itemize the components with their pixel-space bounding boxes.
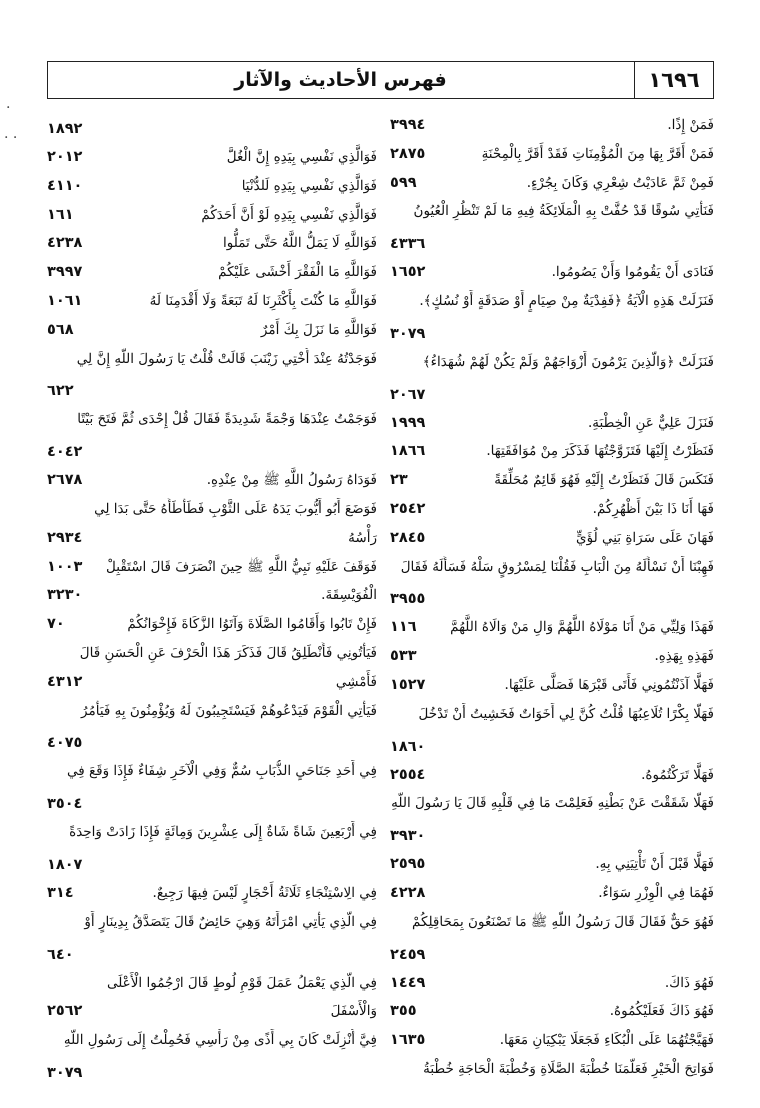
index-entry <box>390 909 714 938</box>
entry-text: فَوَالَّذِي نَفْسِي بِيَدِهِ لَوْ أَنَّ أَحَدَكُمْ <box>201 206 377 223</box>
entry-text: فَهِبْنَا أَنْ نَسْأَلَهُ مِنَ الْبَابِ فَقُلْنَا لِمَسْرُوقٍ سَلْهُ فَسَأَلَهُ فَقَالَ <box>400 558 714 575</box>
entry-reference-number: ٢٥٩٥ <box>390 856 426 873</box>
entry-text: رَأْسُهُ <box>348 529 377 546</box>
index-entry <box>47 346 377 375</box>
index-entry <box>47 202 377 231</box>
entry-reference-number: ٥٣٣ <box>390 648 417 665</box>
index-entry <box>390 170 714 199</box>
entry-text: فَنَادَى أَنْ يَقُومُوا وَأَنْ يَصُومُوا. <box>551 264 714 281</box>
entry-text: فَهَلَّا آذَنْتُمُونِي فَأَتَى قَبْرَهَا فَصَلَّى عَلَيْهَا. <box>504 676 714 693</box>
entry-reference-number: ٢٤٥٩ <box>390 946 426 963</box>
index-column-left <box>47 112 377 1088</box>
entry-reference-number: ٥٩٩ <box>390 174 417 191</box>
entry-text: فَنَزَلَ عَلِيٌّ عَنِ الْخِطْبَةِ. <box>587 414 714 431</box>
entry-text: فَوَقَفَ عَلَيْهِ نَبِيُّ اللَّهِ ﷺ حِينَ انْصَرَفَ قَالَ اسْتَقْبِلْ <box>106 558 377 575</box>
index-entry <box>390 998 714 1027</box>
entry-reference-number: ٣١٤ <box>47 884 74 901</box>
index-entry <box>390 349 714 378</box>
index-entry <box>47 698 377 727</box>
index-entry <box>47 640 377 669</box>
entry-reference-number: ٤٣١٢ <box>47 673 83 690</box>
index-entry <box>390 643 714 672</box>
entry-reference-number: ٢٨٤٥ <box>390 529 426 546</box>
entry-reference-number: ١٦١ <box>47 206 74 223</box>
entry-reference-number: ١٠٦١ <box>47 292 83 309</box>
entry-text: فَمِنْ ثَمَّ عَادَيْتُ شِعْرِي وَكَانَ بِجُرْءٍ. <box>526 174 714 191</box>
index-entry <box>390 880 714 909</box>
entry-reference-number: ١٦٥٢ <box>390 264 426 281</box>
entry-text: فَهَيَّجْتُهُمَا عَلَى الْبُكَاءِ فَجَعَلَا يَبْكِيَانِ مَعَهَا. <box>499 1032 714 1049</box>
index-entry <box>390 378 714 410</box>
index-entry <box>390 259 714 288</box>
index-entry <box>47 259 377 288</box>
entry-text: فَوَجَدْتُهُ عِنْدَ أُخْتِي زَيْنَبَ قَالَتْ قُلْتُ يَا رَسُولَ اللَّهِ إِنَّ لِي <box>76 350 377 367</box>
index-entry <box>47 726 377 758</box>
entry-reference-number: ٢٨٧٥ <box>390 145 426 162</box>
entry-reference-number: ٣٥٥ <box>390 1003 417 1020</box>
entry-text: فَنَزَلَتْ ﴿وَالَّذِينَ يَرْمُونَ أَزْوَاجَهُمْ وَلَمْ يَكُنْ لَهُمْ شُهَدَاءُ﴾ <box>422 353 714 370</box>
index-entry <box>47 938 377 970</box>
entry-text: فِي أَرْبَعِينَ شَاةً شَاةٌ إِلَى عِشْرِينَ وَمِائَةٍ فَإِذَا زَادَتْ وَاحِدَةً <box>69 824 377 841</box>
entry-text: وَالْأَسْفَلَ <box>330 1003 377 1020</box>
index-entry <box>390 141 714 170</box>
index-entry <box>390 851 714 880</box>
entry-reference-number: ٢٥٥٤ <box>390 766 426 783</box>
entry-text: فِيَّ أُنْزِلَتْ كَانَ بِي أَذًى مِنْ رَأْسِي فَحُمِلْتُ إِلَى رَسُولِ اللَّهِ <box>63 1032 377 1049</box>
entry-text: فَنَكَسَ قَالَ فَنَظَرْتُ إِلَيْهِ فَهُوَ قَائِمٌ مُحَلِّقَةً <box>494 472 714 489</box>
entry-text: فَوَالَّذِي نَفْسِي بِيَدِهِ لَلدُّنْيَا <box>241 177 377 194</box>
entry-reference-number: ٢٠١٢ <box>47 149 83 165</box>
entry-text: فَهَلَّا تَرَكْتُمُوهُ. <box>641 766 714 783</box>
index-entry <box>390 467 714 496</box>
entry-reference-number: ١٠٠٣ <box>47 558 83 575</box>
index-entry <box>47 112 377 144</box>
index-entry <box>47 1027 377 1056</box>
margin-mark: . . <box>4 126 18 142</box>
entry-text: فَنَأْتِي سُوقًا قَدْ حُفَّتْ بِهِ الْمَلَائِكَةُ فِيهِ مَا لَمْ تَنْظُرِ الْعُيُونُ <box>413 203 714 220</box>
index-entry <box>390 1056 714 1085</box>
entry-reference-number: ٣٩٥٥ <box>390 591 426 608</box>
entry-text: فَهُوَ ذَاكَ فَعَلَيْكُمُوهُ. <box>609 1003 714 1020</box>
index-entry <box>390 227 714 259</box>
index-entry <box>390 614 714 643</box>
entry-text: فَوَجَمْتُ عِنْدَهَا وَجْمَةً شَدِيدَةً فَقَالَ قُلْ إِحْدَى ثُمَّ فَتَحَ بَيْتًا <box>77 411 377 428</box>
entry-reference-number: ٤٠٧٥ <box>47 735 83 752</box>
entry-reference-number: ٢٠٦٧ <box>390 386 426 403</box>
entry-reference-number: ٢٩٣٤ <box>47 529 83 546</box>
entry-reference-number: ٤٢٣٨ <box>47 235 83 252</box>
index-entry <box>47 496 377 525</box>
entry-text: فَوَالَّذِي نَفْسِي بِيَدِهِ إِنَّ الْغُلَّ <box>226 149 377 165</box>
index-entry <box>47 317 377 346</box>
entry-reference-number: ٤٠٤٢ <box>47 444 83 461</box>
entry-reference-number: ١٥٢٧ <box>390 676 426 693</box>
index-entry <box>390 198 714 227</box>
entry-text: فِي الَّذِي يَأْتِي امْرَأَتَهُ وَهِيَ حَائِضٌ قَالَ يَتَصَدَّقُ بِدِينَارٍ أَوْ <box>84 913 377 930</box>
index-entry <box>47 173 377 202</box>
entry-text: فَهَلَّا بِكْرًا تُلَاعِبُهَا قُلْتُ كُنَّ لِي أَخَوَاتٌ فَخَشِيتُ أَنْ تَدْخُلَ <box>418 705 714 722</box>
entry-text: فَيَأْتِي الْقَوْمَ فَيَدْعُوهُمْ فَيَسْتَجِيبُونَ لَهُ وَيُؤْمِنُونَ بِهِ فَيَأْمُرُ <box>81 702 377 719</box>
entry-reference-number: ٧٠ <box>47 616 65 633</box>
entry-text: فَإِنْ تَابُوا وَأَقَامُوا الصَّلَاةَ وَآتَوُا الزَّكَاةَ فَإِخْوَانُكُمْ <box>127 616 377 633</box>
entry-reference-number: ٤١١٠ <box>47 177 83 194</box>
entry-text: فَهَذِهِ بِهَذِهِ. <box>654 648 714 665</box>
index-entry <box>390 790 714 819</box>
entry-text: فَوَضَعَ أَبُو أَيُّوبَ يَدَهُ عَلَى الثَّوْبِ فَطَأْطَأَهُ حَتَّى بَدَا لِي <box>94 500 377 517</box>
index-entry <box>47 819 377 848</box>
entry-text: فَهُوَ ذَاكَ. <box>664 974 714 991</box>
entry-text: فَوَاللَّهِ مَا الْفَقْرَ أَخْشَى عَلَيْكُمْ <box>218 264 377 281</box>
entry-text: فَهُمَا فِي الْوِزْرِ سَوَاءٌ. <box>598 884 714 901</box>
index-entry <box>47 554 377 583</box>
index-entry <box>47 909 377 938</box>
entry-reference-number: ٥٦٨ <box>47 321 74 338</box>
entry-text: فِي أَحَدِ جَنَاحَيِ الذُّبَابِ سُمٌّ وَفِي الْآخَرِ شِفَاءٌ فَإِذَا وَقَعَ فِي <box>66 763 377 780</box>
entry-text: فِي الَّذِي يَعْمَلُ عَمَلَ قَوْمِ لُوطٍ قَالَ ارْجُمُوا الْأَعْلَى <box>106 974 377 991</box>
index-entry <box>390 672 714 701</box>
entry-reference-number: ٣٠٧٩ <box>47 1064 83 1081</box>
entry-reference-number: ١٨٠٧ <box>47 856 83 873</box>
index-entry <box>390 438 714 467</box>
entry-reference-number: ١٩٩٩ <box>390 414 426 431</box>
index-entry <box>47 435 377 467</box>
entry-reference-number: ٢٦٧٨ <box>47 472 83 489</box>
entry-reference-number: ١٨٩٢ <box>47 121 83 137</box>
entry-reference-number: ١٤٤٩ <box>390 974 426 991</box>
index-entry <box>47 787 377 819</box>
index-entry <box>390 112 714 141</box>
entry-text: فَهَلَّا قَبْلَ أَنْ تَأْتِيَنِي بِهِ. <box>595 856 714 873</box>
index-entry <box>390 819 714 851</box>
index-entry <box>47 525 377 554</box>
entry-text: فَهَانَ عَلَى سَرَاةِ بَنِي لُؤَيٍّ <box>576 529 714 546</box>
entry-text: الْفُوَيْسِقَةَ. <box>321 587 377 604</box>
entry-reference-number: ٤٣٣٦ <box>390 236 426 253</box>
index-entry <box>47 998 377 1027</box>
entry-reference-number: ٣٠٧٩ <box>390 325 426 342</box>
index-entry <box>47 406 377 435</box>
index-entry <box>390 288 714 317</box>
index-entry <box>390 1027 714 1056</box>
entry-reference-number: ٣٩٩٤ <box>390 117 426 133</box>
entry-reference-number: ١٨٦٠ <box>390 738 426 755</box>
index-entry <box>390 701 714 730</box>
entry-reference-number: ٣٢٣٠ <box>47 587 83 604</box>
index-entry <box>390 554 714 583</box>
index-entry <box>47 288 377 317</box>
entry-reference-number: ١٨٦٦ <box>390 443 426 460</box>
index-entry <box>390 525 714 554</box>
index-entry <box>390 582 714 614</box>
index-entry <box>47 230 377 259</box>
index-entry <box>47 669 377 698</box>
entry-text: فَوَاللَّهِ مَا كُنْتَ بِأَكْثَرِنَا لَهُ تَبَعَةً وَلَا أَقْدَمِنَا لَهُ <box>149 292 377 309</box>
page-header <box>47 61 714 99</box>
index-entry <box>47 880 377 909</box>
index-entry <box>47 970 377 999</box>
entry-reference-number: ٣٩٩٧ <box>47 264 83 281</box>
margin-mark: . <box>6 96 11 112</box>
entry-text: فَنَزَلَتْ هَذِهِ الْآيَةُ ﴿فَفِدْيَةٌ مِنْ صِيَامٍ أَوْ صَدَقَةٍ أَوْ نُسُكٍ﴾. <box>419 292 714 309</box>
entry-text: فَنَظَرْتُ إِلَيْهَا فَتَزَوَّجْتُهَا فَذَكَرَ مِنْ مُوَافَقَتِهَا. <box>486 443 714 460</box>
index-entry <box>390 762 714 791</box>
index-entry <box>47 611 377 640</box>
entry-text: فَوَاللَّهِ مَا نَزَلَ بِكَ أَمْرٌ <box>260 321 377 338</box>
entry-reference-number: ٢٥٤٢ <box>390 500 426 517</box>
entry-reference-number: ٤٢٢٨ <box>390 884 426 901</box>
index-entry <box>47 1056 377 1088</box>
entry-reference-number: ٣٩٣٠ <box>390 828 426 845</box>
page-title: فهرس الأحاديث والآثار <box>234 69 447 91</box>
page-number: ١٦٩٦ <box>648 68 700 92</box>
entry-text: فَمَنْ إِذًا. <box>667 117 714 133</box>
entry-text: فَأَمْشِي <box>335 673 377 690</box>
entry-reference-number: ٦٢٢ <box>47 383 74 400</box>
index-entry <box>390 938 714 970</box>
index-entry <box>390 496 714 525</box>
entry-text: فَوَاللَّهِ لَا يَمَلُّ اللَّهُ حَتَّى تَمَلُّوا <box>223 235 377 252</box>
entry-reference-number: ١١٦ <box>390 619 417 636</box>
entry-reference-number: ٢٥٦٢ <box>47 1003 83 1020</box>
entry-text: فَوَاتِحَ الْخَيْرِ فَعَلَّمَنَا خُطْبَةَ الصَّلَاةِ وَخُطْبَةَ الْحَاجَةِ خُطْبَةُ <box>423 1060 714 1077</box>
index-entry <box>47 582 377 611</box>
index-entry <box>47 467 377 496</box>
index-entry <box>390 317 714 349</box>
entry-reference-number: ١٦٣٥ <box>390 1032 426 1049</box>
entry-text: فَوَدَاهُ رَسُولُ اللَّهِ ﷺ مِنْ عِنْدِهِ. <box>206 472 377 489</box>
entry-text: فَمَنْ أَقَرَّ بِهَا مِنَ الْمُؤْمِنَاتِ فَقَدْ أَقَرَّ بِالْمِحْنَةِ <box>481 145 714 162</box>
entry-text: فَهَلَّا شَقَقْتَ عَنْ بَطْنِهِ فَعَلِمْتَ مَا فِي قَلْبِهِ قَالَ يَا رَسُولَ اللَّهِ <box>391 795 714 812</box>
index-entry <box>390 730 714 762</box>
index-entry <box>47 144 377 173</box>
index-entry <box>47 848 377 880</box>
entry-text: فِي الِاسْتِنْجَاءِ ثَلَاثَةُ أَحْجَارٍ لَيْسَ فِيهَا رَجِيعٌ. <box>152 884 377 901</box>
entry-reference-number: ٣٥٠٤ <box>47 796 83 813</box>
index-entry <box>47 374 377 406</box>
index-entry <box>390 970 714 999</box>
entry-text: فَيَأْتُونِي فَأَنْطَلِقُ قَالَ فَذَكَرَ هَذَا الْحَرْفَ عَنِ الْحَسَنِ قَالَ <box>79 644 377 661</box>
index-column-right <box>390 112 714 1085</box>
entry-text: فَهَذَا وَلِيِّي مَنْ أَنَا مَوْلَاهُ اللَّهُمَّ وَالِ مَنْ وَالَاهُ اللَّهُمَّ <box>450 619 714 636</box>
entry-reference-number: ٢٣ <box>390 472 408 489</box>
entry-text: فَهُوَ حَقٌّ فَقَالَ قَالَ رَسُولُ اللَّهِ ﷺ مَا تَصْنَعُونَ بِمَحَاقِلِكُمْ <box>412 913 714 930</box>
entry-text: فَهَا أَنَا ذَا بَيْنَ أَظْهُرِكُمْ. <box>592 500 714 517</box>
index-entry <box>47 758 377 787</box>
index-entry <box>390 410 714 439</box>
entry-reference-number: ٦٤٠ <box>47 946 74 963</box>
